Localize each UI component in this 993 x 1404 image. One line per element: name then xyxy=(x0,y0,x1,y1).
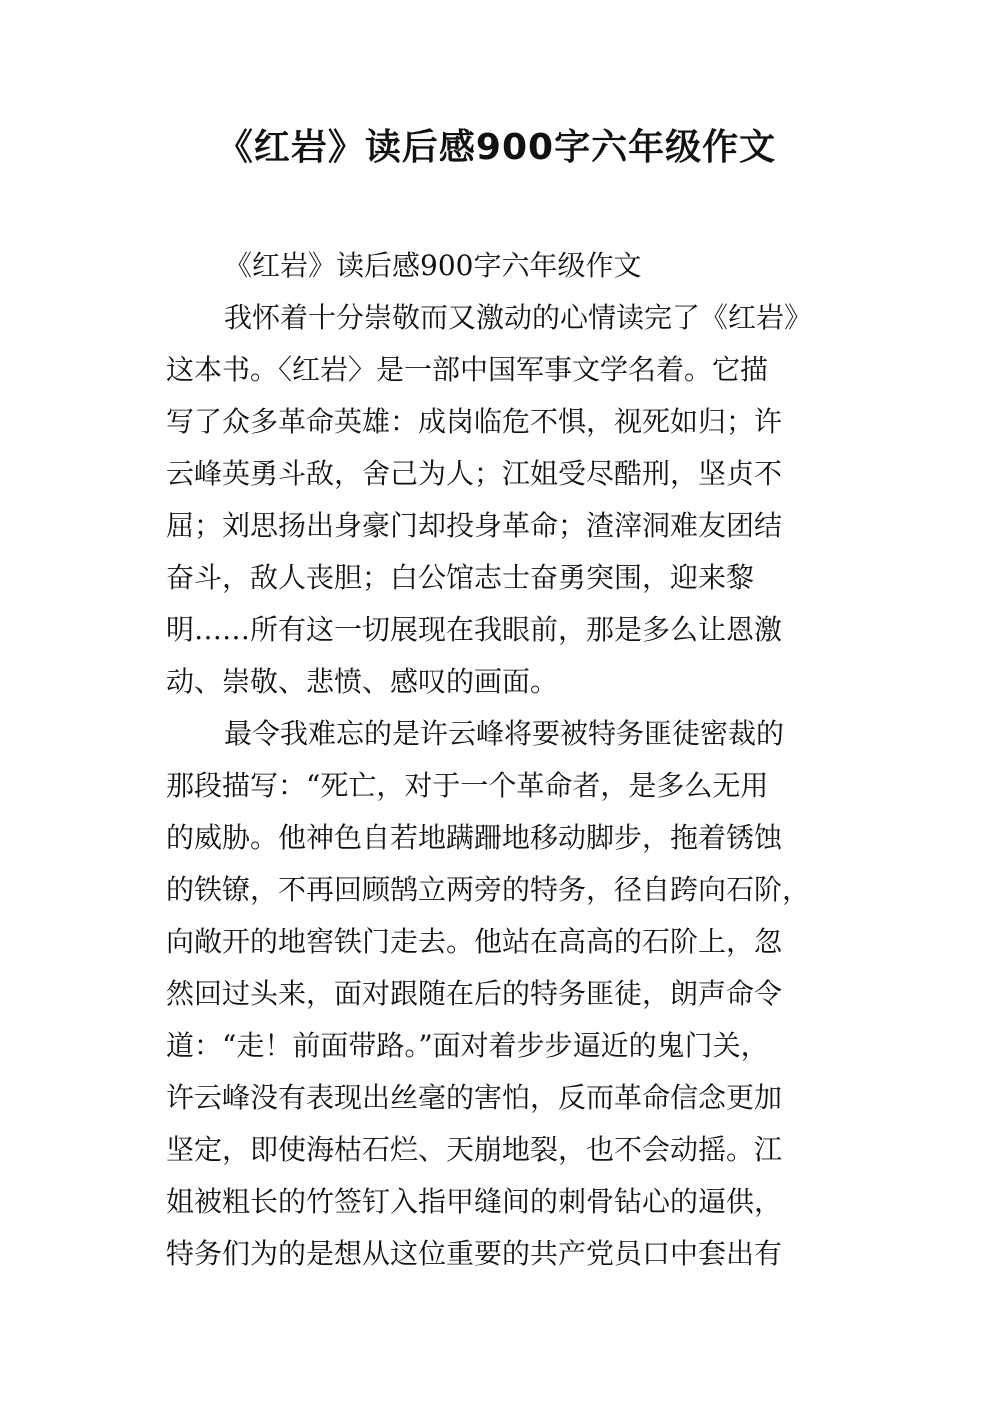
paragraph-line: 道：“走！前面带路。”面对着步步逼近的鬼门关， xyxy=(166,1029,769,1062)
paragraph-line: 屈；刘思扬出身豪门却投身革命；渣滓洞难友团结 xyxy=(166,509,783,542)
paragraph-line: 的铁镣，不再回顾鹄立两旁的特务，径自跨向石阶， xyxy=(166,873,811,906)
paragraph-line: 姐被粗长的竹签钉入指甲缝间的刺骨钻心的逼供， xyxy=(166,1185,783,1218)
paragraph-line: 我怀着十分崇敬而又激动的心情读完了《红岩》 xyxy=(224,301,813,334)
document-body xyxy=(166,240,846,1280)
paragraph-line: 的威胁。他神色自若地蹒跚地移动脚步，拖着锈蚀 xyxy=(166,821,783,854)
paragraph-line: 动、崇敬、悲愤、感叹的画面。 xyxy=(166,665,559,698)
paragraph-line: 许云峰没有表现出丝毫的害怕，反而革命信念更加 xyxy=(166,1081,783,1114)
paragraph-line: 最令我难忘的是许云峰将要被特务匪徒密裁的 xyxy=(224,717,785,750)
paragraph-line: 写了众多革命英雄：成岗临危不惧，视死如归；许 xyxy=(166,405,783,438)
paragraph-line: 坚定，即使海枯石烂、天崩地裂，也不会动摇。江 xyxy=(166,1133,783,1166)
paragraph-line: 云峰英勇斗敌，舍己为人；江姐受尽酷刑，坚贞不 xyxy=(166,457,783,490)
paragraph-line: 明……所有这一切展现在我眼前，那是多么让恩激 xyxy=(166,613,783,646)
paragraph-line: 奋斗，敌人丧胆；白公馆志士奋勇突围，迎来黎 xyxy=(166,561,755,594)
paragraph-line: 向敞开的地窖铁门走去。他站在高高的石阶上，忽 xyxy=(166,925,783,958)
paragraph-line: 然回过头来，面对跟随在后的特务匪徒，朗声命令 xyxy=(166,977,783,1010)
subtitle-line: 《红岩》读后感900字六年级作文 xyxy=(224,249,642,282)
document-title: 《红岩》读后感900字六年级作文 xyxy=(216,127,777,168)
paragraph-line: 那段描写：“死亡，对于一个革命者，是多么无用 xyxy=(166,769,769,802)
paragraph-line: 这本书。〈红岩〉是一部中国军事文学名着。它描 xyxy=(166,353,769,386)
paragraph-line: 特务们为的是想从这位重要的共产党员口中套出有 xyxy=(166,1237,783,1270)
